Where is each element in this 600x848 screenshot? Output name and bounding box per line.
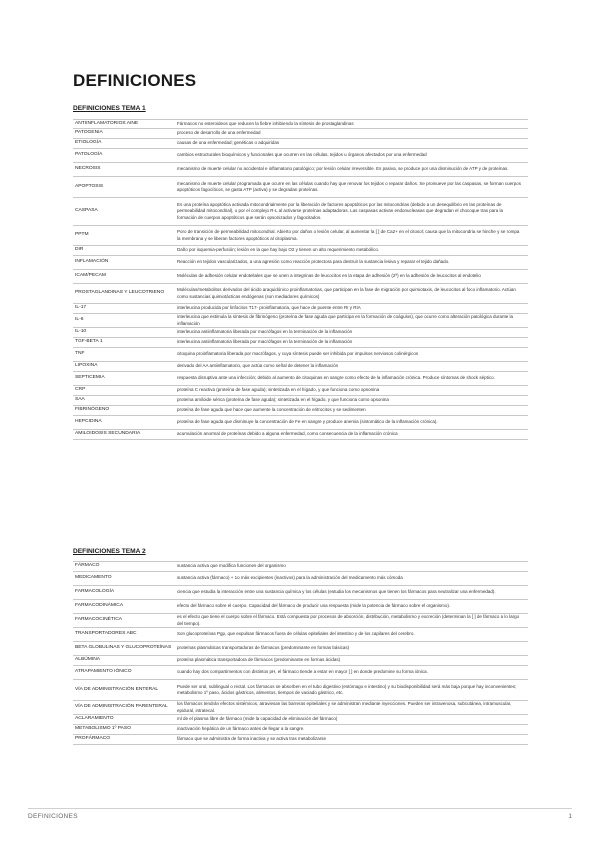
definition-cell: acumulación anormal de proteínas debido a alguna enfermedad, como consecuencia de la inflamación crónica xyxy=(177,431,398,437)
definitions-table-tema-1 xyxy=(73,119,528,440)
definition-cell: Daño por isquemia-perfusión; lesión en la que hay bajo O2 y tienen un alto requerimiento metabólico. xyxy=(177,247,380,253)
term-cell: ANTIINFLAMATORIOS AINE xyxy=(75,120,139,126)
term-cell: PROFÁRMACO xyxy=(75,736,111,742)
definition-cell: Fármacos no esteroideos que reducen la fiebre inhibiendo la síntesis de prostaglandinas xyxy=(177,120,354,126)
definition-cell: ml de el plasma libre de fármaco (mide la capacidad de eliminación del fármaco) xyxy=(177,716,338,722)
definition-cell: Reacción en tejidos vascularizados, a una agresión como reacción protectora para destruir la sustancia lesiva y reparar el tejido dañado. xyxy=(177,259,450,265)
definition-cell: mecanismo de muerte celular programada que ocurre en las células cuando hay que renovar los tejidos o reparar daños. Se promueve por las caspasas, se forman cuerpos apoptóticos fagocíticos, se gasta ATP (activa) y se degradan proteínas. xyxy=(177,180,521,192)
table-row xyxy=(73,561,528,572)
page-title: DEFINICIONES xyxy=(73,71,197,90)
term-cell: AMILOIDOSIS SECUNDARIA xyxy=(75,431,141,437)
term-cell: NECROSIS xyxy=(75,166,101,172)
term-cell: IL-17 xyxy=(75,305,87,311)
definition-cell: sustancia activa (fármaco) + 1o más excipientes (inactivos) para la administración del medicamento más cómoda xyxy=(177,575,403,581)
term-cell: IL-10 xyxy=(75,329,87,335)
term-cell: TGF-BETA 1 xyxy=(75,339,103,345)
term-cell: IL-6 xyxy=(75,317,84,323)
table-row xyxy=(73,314,528,328)
table-row xyxy=(73,600,528,614)
table-row xyxy=(73,572,528,586)
table-row xyxy=(73,628,528,642)
definition-cell: efecto del fármaco sobre el cuerpo. Capacidad del fármaco de producir una respuesta (mide la potencia de fármaco sobre el organismo). xyxy=(177,603,451,609)
table-row xyxy=(73,642,528,656)
term-cell: TNF xyxy=(75,351,85,357)
definition-cell: sustancia activa que modifica funciones del organismo xyxy=(177,563,286,569)
section-heading-tema-2: DEFINICIONES TEMA 2 xyxy=(73,548,146,555)
term-cell: SAA xyxy=(75,397,85,403)
definition-cell: interleucina que estimula la síntesis de fibrinógeno (proteína de fase aguda que participa en la formación de coágulos), que ocurre como alteración patológica durante la inflamación xyxy=(177,314,513,326)
definition-cell: inactivación hepática de un fármaco antes de llegar a la sangre. xyxy=(177,726,305,732)
term-cell: ICAM/PECAM xyxy=(75,273,106,279)
term-cell: FARMACOCINÉTICA xyxy=(75,617,123,623)
definition-cell: cambios estructurales bioquímicos y funcionales que ocurren en las células, tejidos u órganos afectados por una enfermedad xyxy=(177,152,427,158)
table-row xyxy=(73,328,528,338)
table-row xyxy=(73,149,528,163)
definition-cell: derivado del AA antiinflamatorio, que actúa como señal de detener la inflamación xyxy=(177,363,339,369)
term-cell: ALBÚMINA xyxy=(75,657,101,663)
footer-page-number: 1 xyxy=(568,813,572,820)
term-cell: FARMACOLOGÍA xyxy=(75,589,115,595)
definition-cell: interleucina producida por linfocitos T17- proinflamatoria, que hace de puente entre RI y RIA xyxy=(177,305,361,311)
term-cell: METABOLISMO 1º PASO xyxy=(75,726,131,732)
table-row xyxy=(73,256,528,270)
footer-document-name: DEFINICIONES xyxy=(28,813,78,820)
table-row xyxy=(73,396,528,406)
table-row xyxy=(73,129,528,139)
table-row xyxy=(73,270,528,284)
footer-divider xyxy=(28,808,572,809)
term-cell: INFLAMACIÓN xyxy=(75,259,109,265)
table-row xyxy=(73,680,528,701)
section-heading-tema-1: DEFINICIONES TEMA 1 xyxy=(73,105,146,112)
term-cell: FÁRMACO xyxy=(75,563,100,569)
term-cell: PATOGENIA xyxy=(75,130,103,136)
term-cell: BETA GLOBULINAS Y GLUCOPROTEÍNAS xyxy=(75,645,172,651)
definition-cell: proteína plasmática transportadora de fármacos (predominante en formas ácidas) xyxy=(177,657,341,663)
term-cell: MEDICAMENTO xyxy=(75,575,112,581)
definition-cell: fármaco que se administra de forma inactiva y se activa tras metabolizarse xyxy=(177,736,327,742)
table-row xyxy=(73,139,528,149)
definition-cell: Es una proteína apoptótica activada mitocondrialmente por la liberación de factores apoptóticos por las mitocondrias (debido a un desequilibrio en las proteínas de permeabilidad mitocondrial), o por el complejo R-L al activarse proteínas adaptadoras. Las caspasas activan endonucleasas que degradan el chocoque tras para la formación de cuerpos apoptóticos que serán opsonizados y fagocitados. xyxy=(177,201,504,220)
term-cell: FARMACODINÁMICA xyxy=(75,603,124,609)
term-cell: SEPTICEMIA xyxy=(75,375,105,381)
table-row xyxy=(73,198,528,226)
term-cell: HEPCIDINA xyxy=(75,419,102,425)
definition-cell: los fármacos tendrán efectos sistémicos, atraviesan las barreras epiteliales y se administran mediante inyecciones. Pueden ser intravenosa, subcutánea, intramuscular, epidural, intratecal. xyxy=(177,701,512,713)
term-cell: FIBRINÓGENO xyxy=(75,407,110,413)
table-row xyxy=(73,284,528,304)
term-cell: APOPTOSIS xyxy=(75,183,104,189)
table-row xyxy=(73,163,528,177)
definition-cell: Puede ser oral, sublingual o rectal. Los fármacos se absorben en el tubo digestivo (estómago e intestino) y su biodisponibilidad será más baja porque hay inconvenientes; metabolismo 1º paso, ácidos gástricos, alimentos, tiempos de vaciado gástrico, etc. xyxy=(177,683,517,695)
definition-cell: Son glucoproteínas Pgp, que expulsan fármacos fuera de células epiteliales del intestino y de los capilares del cerebro. xyxy=(177,631,415,637)
term-cell: VÍA DE ADMINISTRACIÓN PARENTERAL xyxy=(75,704,168,710)
table-row xyxy=(73,372,528,386)
table-row xyxy=(73,416,528,430)
term-cell: ETIOLOGÍA xyxy=(75,140,102,146)
table-row xyxy=(73,586,528,600)
definition-cell: causas de una enfermedad; genéticas o adquiridas xyxy=(177,140,280,146)
definitions-table-tema-2 xyxy=(73,561,528,745)
definition-cell: interleucina antiinflamatoria liberada por macrófagos en la terminación de la inflamación xyxy=(177,329,353,335)
definition-cell: proteína de fase aguda que disminuye la concentración de Fe en sangre y produce anemia (sintomático de la inflamación crónica). xyxy=(177,419,438,425)
term-cell: VÍA DE ADMINISTRACIÓN ENTERAL xyxy=(75,686,159,692)
definition-cell: mecanismo de muerte celular no accidental e inflamatorio patológico; por lesión celular irreversible. Es pasiva, se produce por una disminución de ATP y de proteínas. xyxy=(177,166,509,172)
definition-cell: proteína C reactiva (proteína de fase aguda); sintetizada en el hígado, y que funciona como opsonina xyxy=(177,387,380,393)
table-row xyxy=(73,656,528,666)
definition-cell: Poro de transición de permeabilidad mitocondrial. Abierto por daños o lesión celular, al aumentar la [ ] de Ca2+ en el citosol; causa que la mitocondria se hinche y se rompa la membrana y se liberan factores apoptóticos al citoplasma. xyxy=(177,229,520,241)
table-row xyxy=(73,119,528,129)
definition-cell: proceso de desarrollo de una enfermedad xyxy=(177,130,261,136)
definition-cell: proteínas plasmáticas transportadoras de fármacos (predominante en formas básicas) xyxy=(177,645,350,651)
table-row xyxy=(73,715,528,725)
term-cell: TRANSPORTADORES ABC xyxy=(75,631,137,637)
term-cell: PROSTAGLANDINAS Y LEUCOTRIENO xyxy=(75,290,165,296)
table-row xyxy=(73,226,528,246)
table-row xyxy=(73,362,528,372)
table-row xyxy=(73,338,528,348)
term-cell: LIPOXINA xyxy=(75,363,98,369)
table-row xyxy=(73,386,528,396)
table-row xyxy=(73,406,528,416)
term-cell: CASPASA xyxy=(75,208,98,214)
definition-cell: proteína de fase aguda que hace que aumente la concentración de eritrocitos y se sedimenten xyxy=(177,407,366,413)
table-row xyxy=(73,348,528,362)
term-cell: DIR xyxy=(75,247,84,253)
term-cell: PPTM xyxy=(75,232,89,238)
table-row xyxy=(73,725,528,735)
definition-cell: cuando hay dos compartimentos con distintos pH, el fármaco tiende a estar en mayor [ ] en donde predomine su forma iónica. xyxy=(177,669,428,675)
table-row xyxy=(73,246,528,256)
term-cell: ACLARAMIENTO xyxy=(75,716,114,722)
table-row xyxy=(73,701,528,715)
term-cell: PATOLOGÍA xyxy=(75,152,103,158)
table-row xyxy=(73,177,528,198)
table-row xyxy=(73,735,528,745)
term-cell: ATRAPAMIENTO IÓNICO xyxy=(75,669,132,675)
definition-cell: citoquina proinflamatoria liberada por macrófagos, y cuya síntesis puede ser inhibida por impulsos nerviosos colinérgicos xyxy=(177,351,419,357)
definition-cell: es el efecto que tiene el cuerpo sobre el fármaco. Está compuesta por procesos de absorción, distribución, metabolismo y excreción (determinan la [ ] de fármaco a lo largo del tiempo). xyxy=(177,614,520,626)
definition-cell: Moléculas/metabolitos derivados del ácido araquidónico proinflamatorias, que participan en la fase de migración por quimiotaxis, de leucocitos al foco inflamatorio. Actúan como sustancias quimiotácticas endógenas (son mediadores químicos) xyxy=(177,287,516,299)
definition-cell: ciencia que estudia la interacción entre una sustancia química y los células (estudia los mecanismos que tienen los fármacos para neutralizar una enfermedad). xyxy=(177,589,496,595)
definition-cell: respuesta disruptiva ante una infección; debido al aumento de citoquinas en sangre como efecto de la inflamación crónica. Produce síntomas de shock séptico. xyxy=(177,375,495,381)
table-row xyxy=(73,614,528,628)
term-cell: CRP xyxy=(75,387,86,393)
definition-cell: interleucina antiinflamatoria liberada por macrófagos en la terminación de la inflamación xyxy=(177,339,353,345)
table-row xyxy=(73,666,528,680)
table-row xyxy=(73,430,528,440)
definition-cell: Moléculas de adhesión celular endoteliales que se unen a integrinas de leucocitos en la etapa de adhesión (2ª) en la adhesión de leucocitos al endotelio xyxy=(177,273,481,279)
definition-cell: proteína amiloide sérica (proteína de fase aguda); sintetizada en el hígado, y que funciona como opsonina xyxy=(177,397,389,403)
table-row xyxy=(73,304,528,314)
